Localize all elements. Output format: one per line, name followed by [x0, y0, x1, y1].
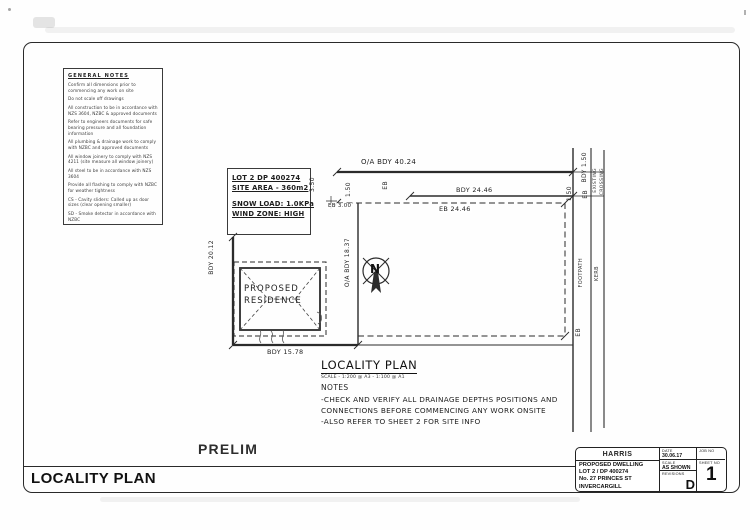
plan-title: LOCALITY PLAN — [321, 358, 418, 372]
project-line: LOT 2 / DP 400274 — [579, 469, 629, 476]
dim-setback-150-left: 1.50 — [345, 182, 352, 197]
project-line: INVERCARGILL — [579, 483, 622, 490]
dim-eb-top-right: EB 24.46 — [439, 205, 471, 213]
footpath-label: FOOTPATH — [578, 258, 584, 288]
plan-note-line: CONNECTIONS BEFORE COMMENCING ANY WORK ONSITE — [321, 406, 546, 415]
existing-crossing-label: EXISTING — [593, 168, 598, 193]
eb-tag-left: EB — [382, 181, 389, 190]
residence-label-line2: RESIDENCE — [244, 295, 302, 306]
note-line: Confirm all dimensions prior to commencing any work on site — [68, 82, 136, 93]
scale-cell — [660, 460, 696, 471]
scale-value: AS SHOWN — [662, 465, 691, 471]
kerb-label: KERB — [594, 266, 600, 281]
snow-load: SNOW LOAD: 1.0KPa — [232, 199, 314, 208]
revisions-cell — [660, 471, 696, 491]
note-line: CS - Cavity sliders: Called up as door sizes (clear opening smaller) — [68, 196, 150, 208]
note-line: Do not scale off drawings — [68, 96, 124, 102]
title-block — [575, 447, 727, 492]
plan-heading-block — [321, 354, 558, 426]
note-line: All plumbing & drainage work to comply with NZBC and approved documents — [68, 139, 157, 151]
note-line: Refer to engineers documents for safe bearing pressure and all foundation information — [68, 119, 153, 136]
job-no-label: JOB NO — [699, 449, 715, 453]
north-arrow-icon: N — [370, 262, 381, 276]
plan-notes-title: NOTES — [321, 383, 349, 392]
dim-bdy-bottom: BDY 15.78 — [267, 348, 304, 356]
date-value: 30.06.17 — [662, 453, 683, 459]
lot-number: LOT 2 DP 400274 — [232, 174, 301, 182]
revision-value: D — [685, 477, 695, 492]
date-label: DATE — [662, 449, 673, 453]
plan-note-line: -CHECK AND VERIFY ALL DRAINAGE DEPTHS POSITIONS AND — [321, 395, 558, 404]
plan-note-line: -ALSO REFER TO SHEET 2 FOR SITE INFO — [321, 417, 481, 426]
general-notes-box — [63, 68, 163, 225]
site-area: SITE AREA - 360m2 — [232, 183, 309, 192]
date-cell — [660, 448, 696, 460]
dim-overall-depth: O/A BDY 18.37 — [344, 238, 351, 288]
project-line: No. 27 PRINCES ST — [579, 476, 632, 483]
general-notes-title: GENERAL NOTES — [68, 73, 129, 79]
note-line: All steel to be in accordance with NZS 3604 — [68, 168, 152, 179]
dim-setback-350: 3.50 — [309, 177, 316, 192]
existing-crossing-label: CROSSING — [600, 168, 605, 196]
note-line: All window joinery to comply with NZS 4211 (site measure all window joinery) — [68, 153, 154, 165]
dim-bdy-top-right: BDY 24.46 — [456, 186, 493, 194]
sheet-no-label: SHEET NO — [699, 461, 720, 465]
dim-eb-left: EB 3.00 — [328, 203, 352, 209]
sheet-no-cell — [697, 460, 725, 491]
sheet-no-value: 1 — [706, 464, 717, 485]
dim-bdy-150-right: BDY 1.50 — [581, 152, 588, 183]
dim-bdy-left: BDY 20.12 — [208, 240, 215, 275]
prelim-watermark: PRELIM — [198, 441, 259, 457]
note-line: Provide all flashing to comply with NZBC for weather tightness — [68, 182, 157, 194]
project-description — [576, 461, 659, 491]
eb-tag-right: EB — [582, 190, 589, 199]
plan-scale-note: SCALE - 1:200 @ A3 - 1:100 @ A1 — [321, 375, 405, 380]
project-line: PROPOSED DWELLING — [579, 462, 644, 468]
sheet-title: LOCALITY PLAN — [31, 470, 156, 487]
proposed-residence-label — [244, 284, 302, 308]
eb-tag-bottom: EB — [575, 328, 582, 337]
note-line: All construction to be in accordance with NZS 3604, NZBC & approved documents — [68, 105, 158, 116]
dim-150-right: 1.50 — [566, 186, 573, 201]
revisions-label: REVISIONS — [662, 472, 685, 476]
dim-overall-top: O/A BDY 40.24 — [361, 158, 417, 166]
note-line: SD - Smoke detector in accordance with NZBC — [68, 211, 156, 222]
wind-zone: WIND ZONE: HIGH — [232, 209, 305, 218]
residence-label-line1: PROPOSED — [244, 284, 299, 294]
scale-label: SCALE — [662, 461, 676, 465]
job-no-cell — [697, 448, 725, 460]
client-name: HARRIS — [576, 448, 659, 461]
